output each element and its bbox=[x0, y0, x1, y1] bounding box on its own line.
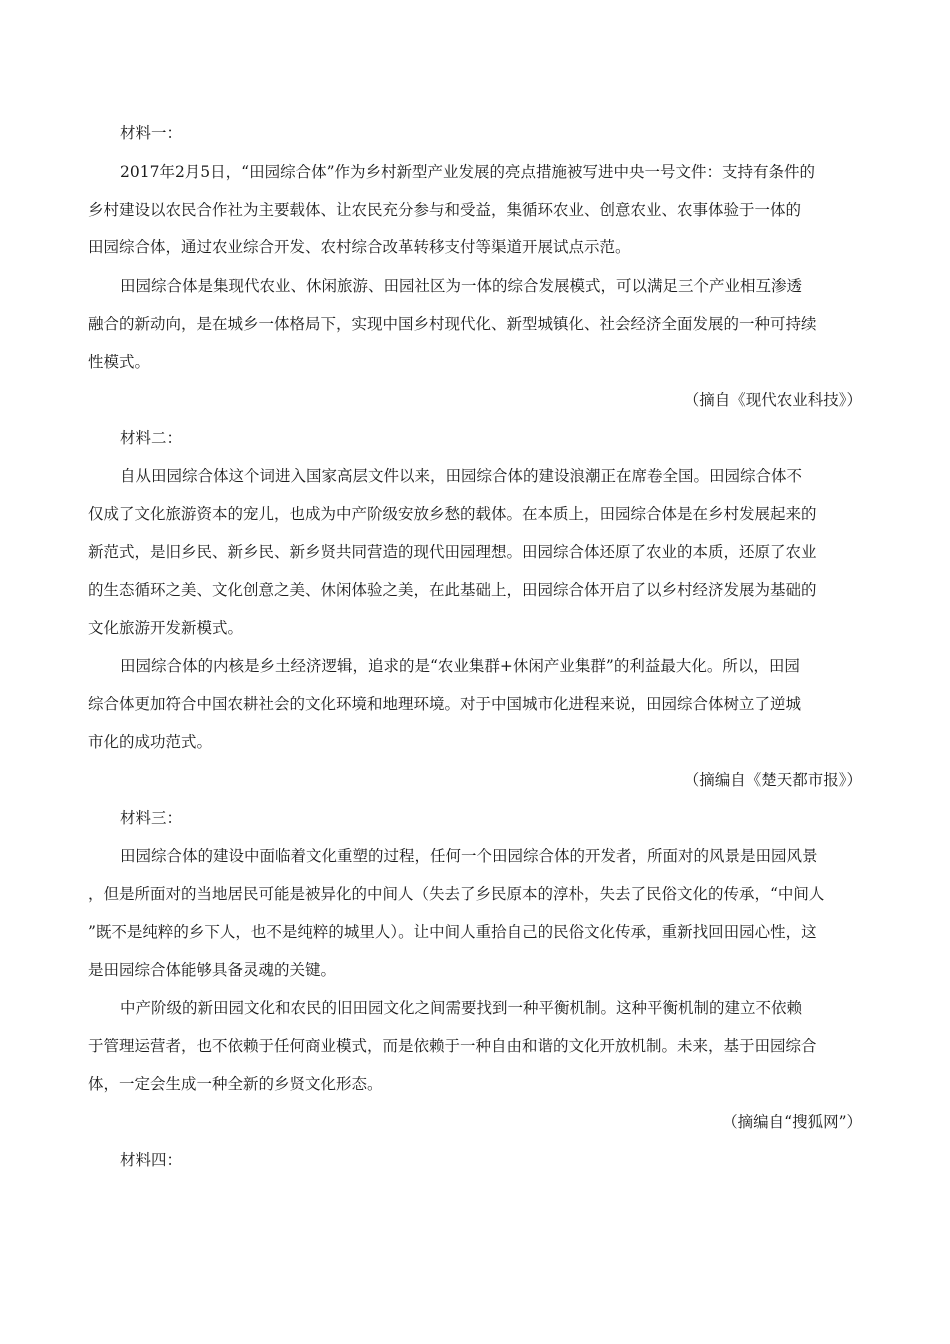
material-2-p2-line2: 综合体更加符合中国农耕社会的文化环境和地理环境。对于中国城市化进程来说，田园综合体树立了逆城 bbox=[88, 695, 802, 713]
material-3-p1-line1: 田园综合体的建设中面临着文化重塑的过程，任何一个田园综合体的开发者，所面对的风景是田园风景 bbox=[120, 847, 818, 865]
material-1-heading: 材料一： bbox=[120, 124, 183, 142]
material-2-p1-line5: 文化旅游开发新模式。 bbox=[88, 619, 244, 637]
material-1-p2-line2: 融合的新动向，是在城乡一体格局下，实现中国乡村现代化、新型城镇化、社会经济全面发展的一种可持续 bbox=[88, 315, 817, 333]
material-1-source: （摘自《现代农业科技》） bbox=[683, 391, 862, 409]
material-2-p1-line3: 新范式，是旧乡民、新乡民、新乡贤共同营造的现代田园理想。田园综合体还原了农业的本质，还原了农业 bbox=[88, 543, 817, 561]
material-1-p1-line3: 田园综合体，通过农业综合开发、农村综合改革转移支付等渠道开展试点示范。 bbox=[88, 238, 631, 256]
material-2-p1-line4: 的生态循环之美、文化创意之美、休闲体验之美，在此基础上，田园综合体开启了以乡村经济发展为基础的 bbox=[88, 581, 817, 599]
material-1-p1-line1: 2017年2月5日，“田园综合体”作为乡村新型产业发展的亮点措施被写进中央一号文件：支持有条件的 bbox=[120, 163, 816, 181]
material-4-heading: 材料四： bbox=[120, 1151, 183, 1169]
material-3-p1-line3: ”既不是纯粹的乡下人，也不是纯粹的城里人）。让中间人重拾自己的民俗文化传承，重新找回田园心性，这 bbox=[88, 923, 817, 941]
material-3-p2-line2: 于管理运营者，也不依赖于任何商业模式，而是依赖于一种自由和谐的文化开放机制。未来，基于田园综合 bbox=[88, 1037, 817, 1055]
material-2-p1-line2: 仅成了文化旅游资本的宠儿，也成为中产阶级安放乡愁的载体。在本质上，田园综合体是在乡村发展起来的 bbox=[88, 505, 817, 523]
material-1-p2-line3: 性模式。 bbox=[88, 353, 151, 371]
material-2-p2-line3: 市化的成功范式。 bbox=[88, 733, 213, 751]
material-3-p1-line4: 是田园综合体能够具备灵魂的关键。 bbox=[88, 961, 337, 979]
material-3-source: （摘编自“搜狐网”） bbox=[722, 1113, 862, 1131]
material-2-p1-line1: 自从田园综合体这个词进入国家高层文件以来，田园综合体的建设浪潮正在席卷全国。田园综合体不 bbox=[120, 467, 803, 485]
material-3-p2-line1: 中产阶级的新田园文化和农民的旧田园文化之间需要找到一种平衡机制。这种平衡机制的建立不依赖 bbox=[120, 999, 803, 1017]
material-3-p1-line2: ，但是所面对的当地居民可能是被异化的中间人（失去了乡民原本的淳朴，失去了民俗文化的传承，“中间人 bbox=[88, 885, 825, 903]
material-2-heading: 材料二： bbox=[120, 429, 183, 447]
material-3-p2-line3: 体，一定会生成一种全新的乡贤文化形态。 bbox=[88, 1075, 383, 1093]
material-1-p2-line1: 田园综合体是集现代农业、休闲旅游、田园社区为一体的综合发展模式，可以满足三个产业相互渗透 bbox=[120, 277, 803, 295]
material-1-p1-line2: 乡村建设以农民合作社为主要载体、让农民充分参与和受益，集循环农业、创意农业、农事体验于一体的 bbox=[88, 201, 802, 219]
material-2-source: （摘编自《楚天都市报》） bbox=[683, 771, 862, 789]
material-2-p2-line1: 田园综合体的内核是乡土经济逻辑，追求的是“农业集群+休闲产业集群”的利益最大化。所以，田园 bbox=[120, 657, 800, 675]
material-3-heading: 材料三： bbox=[120, 809, 183, 827]
